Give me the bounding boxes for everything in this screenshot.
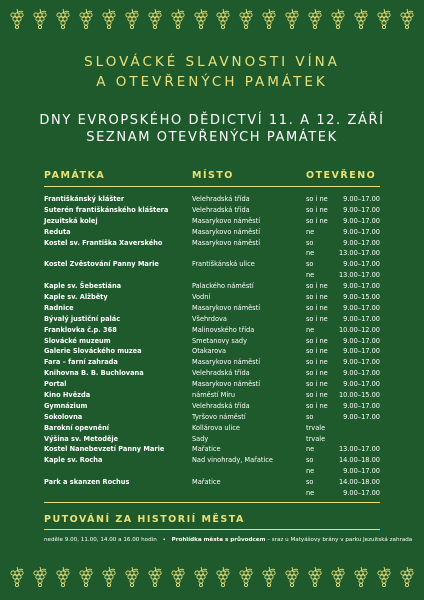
monument-name: Výšina sv. Metoděje <box>44 434 119 443</box>
tour-times: neděle 9.00, 11.00, 14.00 a 16.00 hodin <box>44 537 157 543</box>
monument-name: Portal <box>44 380 67 389</box>
monument-place: Velehradská třída <box>192 205 250 214</box>
open-hours: 9.00–17.00 <box>343 467 380 476</box>
monument-place: Masarykovo náměstí <box>192 380 261 389</box>
monument-name: Park a skanzen Rochus <box>44 478 130 487</box>
grape-cluster-icon <box>214 8 232 34</box>
table-row <box>44 227 380 238</box>
monument-name: Slovácké muzeum <box>44 336 111 345</box>
monument-place: Kollárova ulice <box>192 423 240 432</box>
grape-cluster-icon <box>100 8 118 34</box>
table-row <box>44 423 380 434</box>
subtitle-line-1: DNY EVROPSKÉHO DĚDICTVÍ 11. A 12. ZÁŘÍ <box>39 113 385 128</box>
monument-name: Reduta <box>44 227 71 236</box>
monument-place: Masarykovo náměstí <box>192 216 261 225</box>
table-header <box>44 170 380 184</box>
open-hours: 9.00–17.00 <box>343 216 380 225</box>
table-row <box>44 368 380 379</box>
open-days: ne <box>306 325 315 334</box>
open-days: trvale <box>306 423 326 432</box>
grape-cluster-icon <box>329 566 347 592</box>
table-row <box>44 477 380 488</box>
table-row <box>44 488 380 499</box>
open-days: so i ne <box>306 282 328 291</box>
open-days: so i ne <box>306 380 328 389</box>
table-row <box>44 292 380 303</box>
open-days: so <box>306 478 314 487</box>
open-days: so i ne <box>306 314 328 323</box>
open-days: ne <box>306 467 315 476</box>
table-row <box>44 336 380 347</box>
open-hours: 9.00–17.00 <box>343 195 380 203</box>
guided-tour-label: Prohlídka města s průvodcem <box>171 537 266 543</box>
table-row <box>44 444 380 455</box>
table-row <box>44 466 380 477</box>
table-row <box>44 346 380 357</box>
open-days: ne <box>306 445 315 454</box>
monument-name: Kino Hvězda <box>44 391 91 400</box>
monument-name: Bývalý justiční palác <box>44 314 121 323</box>
grape-cluster-icon <box>352 566 370 592</box>
monument-name: Kaple sv. Šebestiána <box>44 282 122 291</box>
table-row <box>44 270 380 281</box>
monument-place: Všehrdova <box>192 314 227 323</box>
grape-cluster-icon <box>77 8 95 34</box>
open-days: so i ne <box>306 205 328 214</box>
grape-cluster-icon <box>123 8 141 34</box>
monument-place: Masarykovo náměstí <box>192 227 261 236</box>
table-row <box>44 194 380 205</box>
open-hours: 9.00–17.00 <box>343 260 380 269</box>
open-hours: 10.00–15.00 <box>338 391 380 400</box>
grape-cluster-icon <box>398 566 416 592</box>
open-days: so <box>306 260 314 269</box>
monument-name: Galerie Slováckého muzea <box>44 347 142 356</box>
column-header-misto: MÍSTO <box>192 170 234 181</box>
monument-place: Vodní <box>192 293 211 302</box>
monument-name: Františkánský klášter <box>44 195 125 203</box>
open-days: so i ne <box>306 347 328 356</box>
open-hours: 9.00–17.00 <box>343 369 380 378</box>
open-days: so <box>306 412 314 421</box>
header-divider <box>44 186 380 187</box>
grape-cluster-icon <box>214 566 232 592</box>
open-hours: 14.00–18.00 <box>338 456 380 465</box>
monument-place: Velehradská třída <box>192 401 250 410</box>
putovani-info <box>44 536 413 544</box>
monument-place: Mařatice <box>192 478 221 487</box>
monument-name: Knihovna B. B. Buchlovana <box>44 369 144 378</box>
grape-cluster-icon <box>192 8 210 34</box>
monument-name: Barokní opevnění <box>44 423 110 432</box>
grape-cluster-icon <box>146 566 164 592</box>
open-hours: 9.00–15.00 <box>343 293 380 302</box>
grape-cluster-icon <box>31 8 49 34</box>
meeting-point: – sraz u Matyášovy brány v parku Jezuitská zahrada <box>265 537 413 543</box>
page-subtitle <box>0 112 424 146</box>
monument-name: Kaple sv. Alžběty <box>44 293 108 302</box>
open-days: so i ne <box>306 358 328 367</box>
open-hours: 9.00–17.00 <box>343 336 380 345</box>
grape-cluster-icon <box>375 8 393 34</box>
grape-cluster-icon <box>8 8 26 34</box>
table-bottom-divider <box>44 502 380 503</box>
grape-cluster-icon <box>283 8 301 34</box>
grape-cluster-icon <box>8 566 26 592</box>
open-days: so i ne <box>306 391 328 400</box>
monument-name: Jezuitská kolej <box>44 216 98 225</box>
monument-place: Františkánská ulice <box>192 260 255 269</box>
grape-cluster-icon <box>54 8 72 34</box>
monument-place: Masarykovo náměstí <box>192 303 261 312</box>
open-hours: 9.00–17.00 <box>343 380 380 389</box>
table-row <box>44 325 380 336</box>
monument-place: Otakarova <box>192 347 227 356</box>
open-days: ne <box>306 249 315 258</box>
open-hours: 9.00–17.00 <box>343 314 380 323</box>
monument-place: Velehradská třída <box>192 195 250 203</box>
open-hours: 10.00–12.00 <box>338 325 380 334</box>
column-header-otevreno: OTEVŘENO <box>306 170 377 181</box>
open-hours: 13.00–17.00 <box>338 249 380 258</box>
open-days: so i ne <box>306 293 328 302</box>
monument-name: Suterén františkánského kláštera <box>44 205 169 214</box>
table-row <box>44 303 380 314</box>
monument-place: Masarykovo náměstí <box>192 358 261 367</box>
title-line-2: A OTEVŘENÝCH PAMÁTEK <box>96 74 328 90</box>
page-title <box>0 52 424 92</box>
open-days: so i ne <box>306 303 328 312</box>
grape-cluster-icon <box>169 566 187 592</box>
monument-name: Kostel Nanebevzetí Panny Marie <box>44 445 165 454</box>
grape-cluster-icon <box>260 8 278 34</box>
open-hours: 14.00–18.00 <box>338 478 380 487</box>
open-hours: 9.00–17.00 <box>343 205 380 214</box>
section-heading-putovani: PUTOVÁNÍ ZA HISTORIÍ MĚSTA <box>44 514 245 525</box>
open-hours: 9.00–17.00 <box>343 401 380 410</box>
grape-cluster-icon <box>375 566 393 592</box>
table-row <box>44 205 380 216</box>
monument-name: Fara – farní zahrada <box>44 358 118 367</box>
grape-cluster-icon <box>169 8 187 34</box>
table-row <box>44 248 380 259</box>
open-hours: 9.00–17.00 <box>343 489 380 498</box>
grape-cluster-icon <box>237 8 255 34</box>
grape-cluster-icon <box>123 566 141 592</box>
open-hours: 9.00–17.00 <box>343 412 380 421</box>
monument-name: Kostel sv. Františka Xaverského <box>44 238 163 247</box>
open-days: ne <box>306 227 315 236</box>
grape-cluster-icon <box>306 8 324 34</box>
grape-border-bottom <box>0 566 424 592</box>
table-row <box>44 238 380 249</box>
monument-name: Sokolovna <box>44 412 83 421</box>
table-row <box>44 434 380 445</box>
monument-place: Mařatice <box>192 445 221 454</box>
table-row <box>44 357 380 368</box>
table-row <box>44 401 380 412</box>
grape-cluster-icon <box>31 566 49 592</box>
table-row <box>44 314 380 325</box>
monument-name: Gymnázium <box>44 401 88 410</box>
monument-place: náměstí Míru <box>192 391 236 400</box>
open-hours: 9.00–17.00 <box>343 303 380 312</box>
open-hours: 9.00–17.00 <box>343 347 380 356</box>
monument-place: Smetanovy sady <box>192 336 247 345</box>
open-hours: 9.00–17.00 <box>343 238 380 247</box>
open-days: trvale <box>306 434 326 443</box>
grape-cluster-icon <box>283 566 301 592</box>
grape-cluster-icon <box>352 8 370 34</box>
monument-place: Velehradská třída <box>192 369 250 378</box>
title-line-1: SLOVÁCKÉ SLAVNOSTI VÍNA <box>84 54 340 70</box>
open-days: so i ne <box>306 401 328 410</box>
monument-place: Masarykovo náměstí <box>192 238 261 247</box>
grape-cluster-icon <box>398 8 416 34</box>
grape-cluster-icon <box>77 566 95 592</box>
open-days: so <box>306 456 314 465</box>
open-days: so <box>306 238 314 247</box>
grape-cluster-icon <box>146 8 164 34</box>
grape-cluster-icon <box>192 566 210 592</box>
table-row <box>44 216 380 227</box>
putovani-divider <box>44 529 380 530</box>
bullet: • <box>162 537 166 543</box>
grape-border-top <box>0 8 424 34</box>
table-row <box>44 379 380 390</box>
open-days: so i ne <box>306 336 328 345</box>
monument-name: Kostel Zvěstování Panny Marie <box>44 260 159 269</box>
open-hours: 13.00–17.00 <box>338 445 380 454</box>
monument-name: Kaple sv. Rocha <box>44 456 103 465</box>
monument-name: Franklovka č.p. 368 <box>44 325 117 334</box>
open-hours: 9.00–17.00 <box>343 358 380 367</box>
monument-place: Palackého náměstí <box>192 282 254 291</box>
open-days: so i ne <box>306 369 328 378</box>
grape-cluster-icon <box>329 8 347 34</box>
open-days: so i ne <box>306 195 328 203</box>
subtitle-line-2: SEZNAM OTEVŘENÝCH PAMÁTEK <box>86 130 338 145</box>
monument-place: Nad vinohrady, Mařatice <box>192 456 273 465</box>
table-row <box>44 390 380 401</box>
open-days: ne <box>306 271 315 280</box>
open-hours: 9.00–17.00 <box>343 227 380 236</box>
grape-cluster-icon <box>54 566 72 592</box>
monument-name: Radnice <box>44 303 74 312</box>
monument-place: Sady <box>192 434 209 443</box>
grape-cluster-icon <box>306 566 324 592</box>
table-row <box>44 412 380 423</box>
grape-cluster-icon <box>237 566 255 592</box>
grape-cluster-icon <box>100 566 118 592</box>
open-days: ne <box>306 489 315 498</box>
monument-place: Tyršovo náměstí <box>192 412 246 421</box>
open-hours: 13.00–17.00 <box>338 271 380 280</box>
table-row <box>44 259 380 270</box>
monument-place: Malinovského třída <box>192 325 255 334</box>
table-row <box>44 455 380 466</box>
grape-cluster-icon <box>260 566 278 592</box>
open-hours: 9.00–17.00 <box>343 282 380 291</box>
open-days: so i ne <box>306 216 328 225</box>
table-row <box>44 281 380 292</box>
monument-table <box>44 194 380 499</box>
column-header-pamatka: PAMÁTKA <box>44 170 106 181</box>
